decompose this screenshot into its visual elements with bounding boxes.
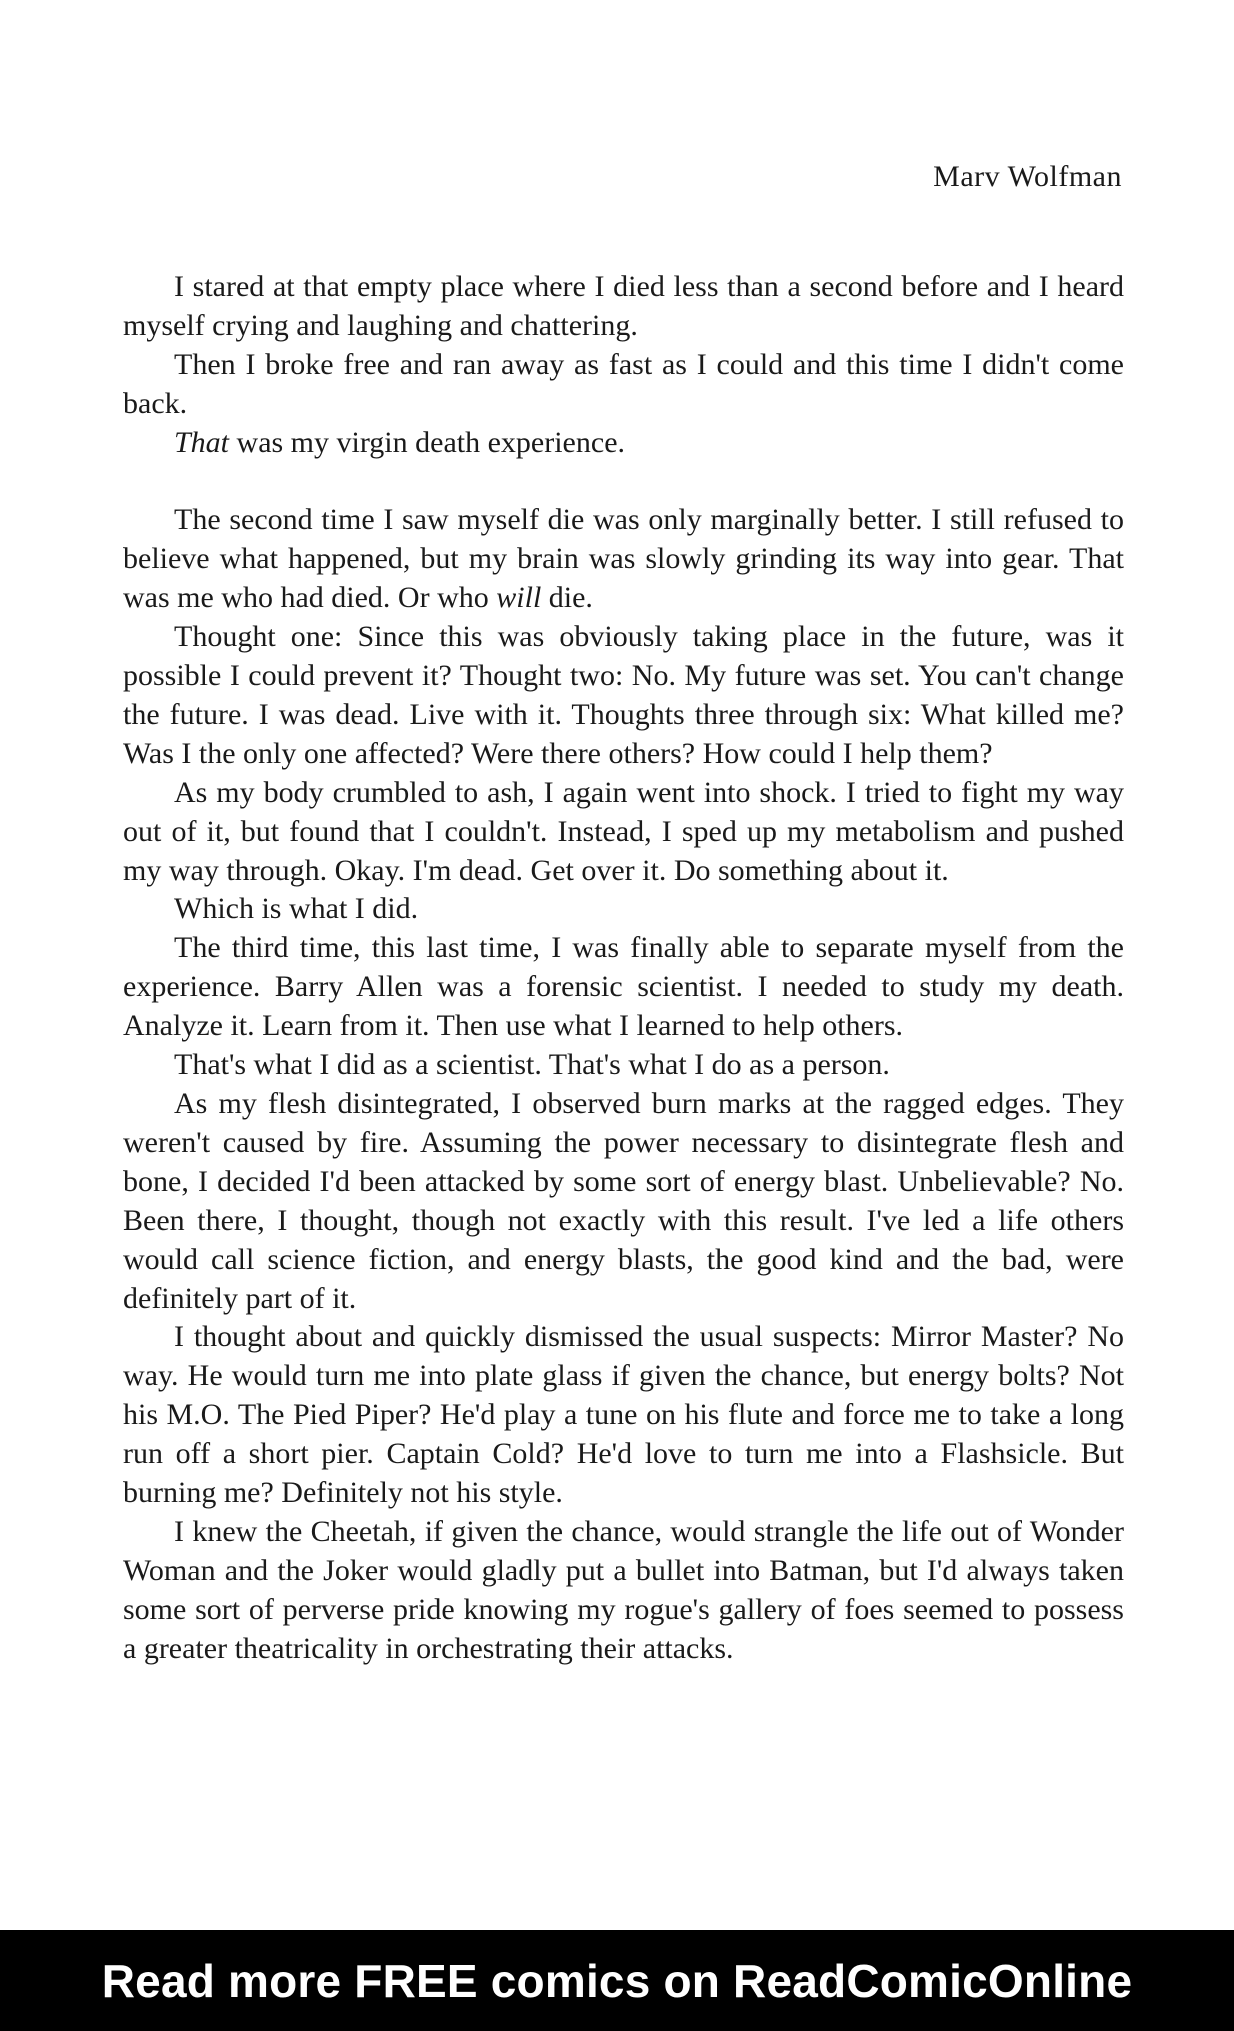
paragraph: Then I broke free and ran away as fast as I could and this time I didn't come back.: [123, 347, 1124, 420]
paragraph-text: was my virgin death experience.: [229, 425, 626, 459]
paragraph: I thought about and quickly dismissed the usual suspects: Mirror Master? No way. He would turn me into plate glass if given the chance, but energy bolts? Not his M.O. The Pied Piper? He'd play a tune on his flute and force me to take a long run off a short pier. Captain Cold? He'd love to turn me into a Flashsicle. But burning me? Definitely not his style.: [123, 1320, 1124, 1510]
italic-word: That: [174, 425, 230, 459]
paragraph-text: The second time I saw myself die was only marginally better. I still refused to believe what happened, but my brain was slowly grinding its way into gear. That was me who had died. Or who: [123, 503, 1124, 615]
footer-banner[interactable]: [0, 1930, 1234, 2031]
footer-banner-link[interactable]: Read more FREE comics on ReadComicOnline: [101, 1954, 1133, 2007]
paragraph: As my body crumbled to ash, I again went into shock. I tried to fight my way out of it, but found that I couldn't. Instead, I sped up my metabolism and pushed my way through. Okay. I'm dead. Get over it. Do something about it.: [123, 775, 1124, 887]
paragraph: I knew the Cheetah, if given the chance, would strangle the life out of Wonder Woman and the Joker would gladly put a bullet into Batman, but I'd always taken some sort of perverse pride knowing my rogue's gallery of foes seemed to possess a greater theatricality in orchestrating their attacks.: [123, 1514, 1124, 1665]
italic-word: will: [496, 581, 542, 615]
running-head-author: Marv Wolfman: [933, 160, 1122, 193]
paragraph: As my flesh disintegrated, I observed burn marks at the ragged edges. They weren't caused by fire. Assuming the power necessary to disintegrate flesh and bone, I decided I'd been attacked by some sort of energy blast. Unbelievable? No. Been there, I thought, though not exactly with this result. I've led a life others would call science fiction, and energy blasts, the good kind and the bad, were definitely part of it.: [123, 1087, 1124, 1315]
body-text: [123, 268, 1124, 1669]
paragraph-text: die.: [541, 581, 593, 615]
paragraph: [123, 501, 1124, 618]
paragraph: The third time, this last time, I was finally able to separate myself from the experience. Barry Allen was a forensic scientist. I needed to study my death. Analyze it. Learn from it. Then use what I learned to help others.: [123, 931, 1124, 1043]
paragraph: [123, 424, 1124, 463]
paragraph: That's what I did as a scientist. That's what I do as a person.: [174, 1048, 890, 1082]
paragraph: Which is what I did.: [174, 892, 419, 926]
paragraph: I stared at that empty place where I died less than a second before and I heard myself crying and laughing and chattering.: [123, 270, 1124, 342]
paragraph: Thought one: Since this was obviously taking place in the future, was it possible I could prevent it? Thought two: No. My future was set. You can't change the future. I was dead. Live with it. Thoughts three through six: What killed me? Was I the only one affected? Were there others? How could I help them?: [123, 620, 1124, 770]
